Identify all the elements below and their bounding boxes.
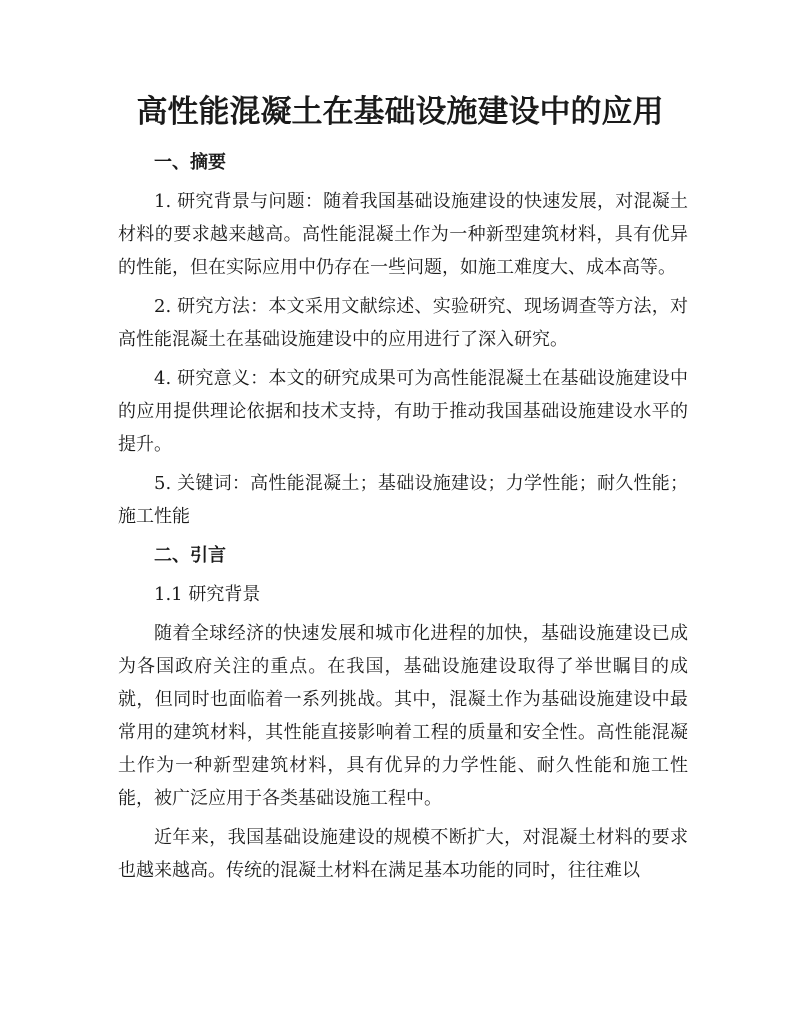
- abstract-heading: 一、摘要: [154, 152, 226, 173]
- abstract-item-background: 1. 研究背景与问题：随着我国基础设施建设的快速发展，对混凝土材料的要求越来越高。高性能混凝土作为一种新型建筑材料，具有优异的性能，但在实际应用中仍存在一些问题，如施工难度大、成本高等。: [118, 191, 688, 278]
- document-title: 高性能混凝土在基础设施建设中的应用: [136, 94, 664, 130]
- intro-paragraph: 近年来，我国基础设施建设的规模不断扩大，对混凝土材料的要求也越来越高。传统的混凝土材料在满足基本功能的同时，往往难以: [118, 827, 688, 881]
- document-body: [118, 146, 688, 893]
- intro-paragraph: 随着全球经济的快速发展和城市化进程的加快，基础设施建设已成为各国政府关注的重点。在我国，基础设施建设取得了举世瞩目的成就，但同时也面临着一系列挑战。其中，混凝土作为基础设施建设中最常用的建筑材料，其性能直接影响着工程的质量和安全性。高性能混凝土作为一种新型建筑材料，具有优异的力学性能、耐久性能和施工性能，被广泛应用于各类基础设施工程中。: [118, 623, 688, 809]
- abstract-item-significance: 4. 研究意义：本文的研究成果可为高性能混凝土在基础设施建设中的应用提供理论依据和技术支持，有助于推动我国基础设施建设水平的提升。: [118, 368, 688, 455]
- abstract-item-keywords: 5. 关键词：高性能混凝土；基础设施建设；力学性能；耐久性能；施工性能: [118, 473, 688, 527]
- intro-subheading: 1.1 研究背景: [154, 584, 261, 605]
- intro-heading: 二、引言: [154, 545, 226, 566]
- abstract-item-method: 2. 研究方法：本文采用文献综述、实验研究、现场调查等方法，对高性能混凝土在基础设施建设中的应用进行了深入研究。: [118, 296, 688, 350]
